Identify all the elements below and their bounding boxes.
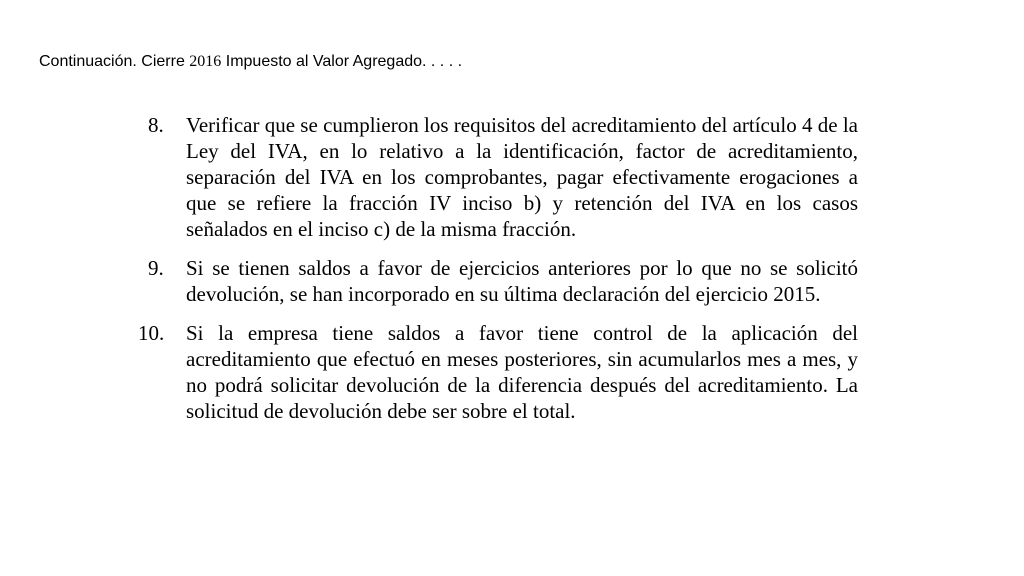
item-text: Verificar que se cumplieron los requisitos del acreditamiento del artículo 4 de la Ley del IVA, en lo relativo a la identificación, factor de acreditamiento, separación del IVA en los comprobantes, pagar efectivamente erogaciones a que se refiere la fracción IV inciso b) y retención del IVA en los casos señalados en el inciso c) de la misma fracción. [186,113,858,241]
list-item-8 [144,112,858,242]
item-text: Si se tienen saldos a favor de ejercicios anteriores por lo que no se solicitó devolución, se han incorporado en su última declaración del ejercicio 2015. [186,256,858,306]
item-number: 9. [148,256,164,280]
item-number: 10. [138,321,165,345]
list-item-10 [138,320,858,424]
slide-title [39,51,462,73]
title-prefix: Continuación. Cierre [39,53,190,70]
title-suffix: Impuesto al Valor Agregado. . . . . [221,53,463,70]
item-number: 8. [148,113,164,137]
list-item-9 [144,255,858,307]
item-text: Si la empresa tiene saldos a favor tiene control de la aplicación del acreditamiento que efectuó en meses posteriores, sin acumularlos mes a mes, y no podrá solicitar devolución de la diferencia después del acreditamiento. La solicitud de devolución debe ser sobre el total. [186,321,858,423]
requirements-list [138,112,858,437]
title-year: 2016 [189,53,222,70]
